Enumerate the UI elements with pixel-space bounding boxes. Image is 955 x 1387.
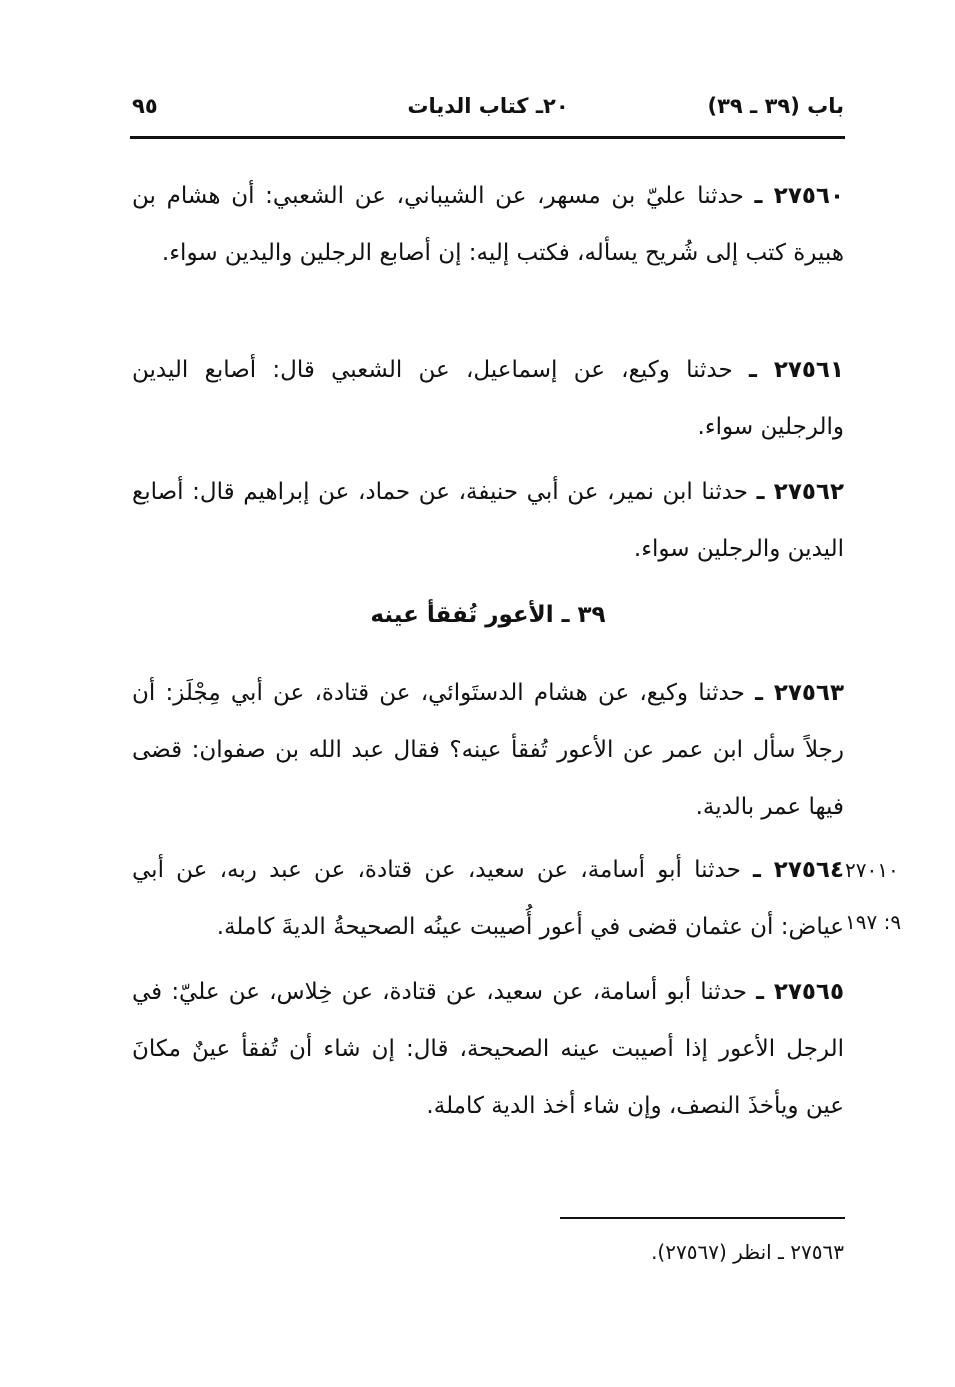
footnote: ٢٧٥٦٣ ـ انظر (٢٧٥٦٧). xyxy=(651,1240,844,1264)
hadith-text: حدثنا عليّ بن مسهر، عن الشيباني، عن الشعبي: أن هشام بن هبيرة كتب إلى شُريح يسأله، فكتب إليه: إن أصابع الرجلين واليدين سواء. xyxy=(132,183,844,266)
page-number: ٩٥ xyxy=(132,94,158,118)
page-header xyxy=(132,88,844,128)
hadith-number: ٢٧٥٦١ ـ xyxy=(749,357,845,383)
hadith-text: حدثنا وكيع، عن إسماعيل، عن الشعبي قال: أصابع اليدين والرجلين سواء. xyxy=(132,357,844,440)
footnote-divider xyxy=(560,1217,845,1219)
chapter-range: باب (٣٩ ـ ٣٩) xyxy=(707,94,844,118)
side-reference: ٩: ١٩٧ xyxy=(845,910,902,934)
hadith-number: ٢٧٥٦٠ ـ xyxy=(754,183,844,209)
side-reference: ٢٧٠١٠ xyxy=(845,858,899,882)
hadith-text: حدثنا ابن نمير، عن أبي حنيفة، عن حماد، عن إبراهيم قال: أصابع اليدين والرجلين سواء. xyxy=(132,479,844,562)
hadith-text: حدثنا أبو أسامة، عن سعيد، عن قتادة، عن عبد ربه، عن أبي عياض: أن عثمان قضى في أعور أُصيبت عينُه الصحيحةُ الديةَ كاملة. xyxy=(132,857,844,940)
book-title: ٢٠ـ كتاب الديات xyxy=(407,94,569,118)
hadith-entry xyxy=(132,842,844,956)
hadith-number: ٢٧٥٦٤ ـ xyxy=(753,857,844,883)
hadith-text: حدثنا وكيع، عن هشام الدستَوائي، عن قتادة، عن أبي مِجْلَز: أن رجلاً سأل ابن عمر عن الأعور تُفقأ عينه؟ فقال عبد الله بن صفوان: قضى فيها عمر بالدية. xyxy=(132,680,844,820)
hadith-entry xyxy=(132,168,844,282)
hadith-entry xyxy=(132,464,844,578)
hadith-number: ٢٧٥٦٣ ـ xyxy=(755,680,845,706)
hadith-number: ٢٧٥٦٥ ـ xyxy=(756,979,845,1005)
hadith-entry xyxy=(132,342,844,456)
header-divider xyxy=(130,136,845,139)
hadith-text: حدثنا أبو أسامة، عن سعيد، عن قتادة، عن خِلاس، عن عليّ: في الرجل الأعور إذا أصيبت عينه الصحيحة، قال: إن شاء أن تُفقأ عينٌ مكانَ عين ويأخذَ النصف، وإن شاء أخذ الدية كاملة. xyxy=(132,979,844,1119)
section-heading: ٣٩ ـ الأعور تُفقأ عينه xyxy=(370,602,606,628)
hadith-number: ٢٧٥٦٢ ـ xyxy=(756,479,844,505)
hadith-entry xyxy=(132,665,844,836)
hadith-entry xyxy=(132,964,844,1135)
